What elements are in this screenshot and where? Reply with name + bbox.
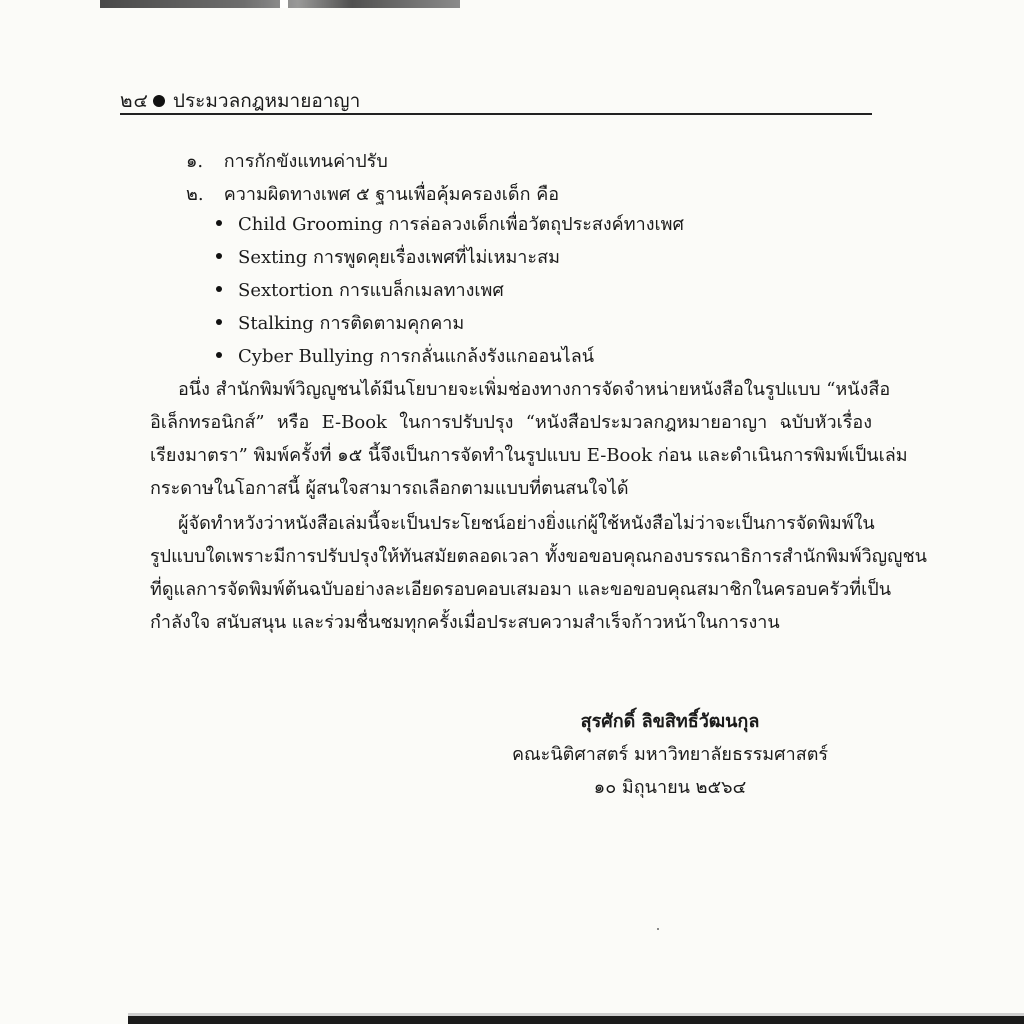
scan-edge-top <box>100 0 460 8</box>
item-text: ความผิดทางเพศ ๕ ฐานเพื่อคุ้มครองเด็ก คือ <box>223 184 560 205</box>
paragraph-line: เรียงมาตรา” พิมพ์ครั้งที่ ๑๕ นี้จึงเป็นการจัดทำในรูปแบบ E-Book ก่อน และดำเนินการพิมพ์เป็นเล่ม <box>150 445 908 466</box>
bullet-text: Sexting การพูดคุยเรื่องเพศที่ไม่เหมาะสม <box>238 247 560 268</box>
bullet-text: Child Grooming การล่อลวงเด็กเพื่อวัตถุประสงค์ทางเพศ <box>238 214 684 235</box>
bullet-item <box>216 246 560 270</box>
numbered-item <box>186 183 559 207</box>
bullet-icon <box>216 286 222 292</box>
bullet-item <box>216 213 684 237</box>
page-number: ๒๔ <box>120 90 149 112</box>
paragraph-line: อนึ่ง สำนักพิมพ์วิญญูชนได้มีนโยบายจะเพิ่มช่องทางการจัดจำหน่ายหนังสือในรูปแบบ “หนังสือ <box>178 379 891 400</box>
bullet-icon <box>216 352 222 358</box>
paragraph-line: รูปแบบใดเพราะมีการปรับปรุงให้ทันสมัยตลอดเวลา ทั้งขอขอบคุณกองบรรณาธิการสำนักพิมพ์วิญญูชน <box>150 546 927 567</box>
item-text: การกักขังแทนค่าปรับ <box>223 151 388 172</box>
author-name: สุรศักดิ์ ลิขสิทธิ์วัฒนกุล <box>580 711 760 732</box>
bullet-item <box>216 312 464 336</box>
paragraph-line: กำลังใจ สนับสนุน และร่วมชื่นชมทุกครั้งเมื่อประสบความสำเร็จก้าวหน้าในการงาน <box>150 612 780 633</box>
paragraph-line: กระดาษในโอกาสนี้ ผู้สนใจสามารถเลือกตามแบบที่ตนสนใจได้ <box>150 478 629 499</box>
running-header <box>120 88 872 114</box>
paragraph-line: อิเล็กทรอนิกส์” หรือ E-Book ในการปรับปรุง “หนังสือประมวลกฎหมายอาญา ฉบับหัวเรื่อง <box>150 412 872 433</box>
bullet-dot-icon <box>153 95 165 107</box>
scan-speck <box>657 928 659 930</box>
signature-date: ๑๐ มิถุนายน ๒๕๖๔ <box>593 777 747 798</box>
paragraph-line: ผู้จัดทำหวังว่าหนังสือเล่มนี้จะเป็นประโยชน์อย่างยิ่งแก่ผู้ใช้หนังสือไม่ว่าจะเป็นการจัดพิมพ์ใน <box>178 513 875 534</box>
author-affiliation: คณะนิติศาสตร์ มหาวิทยาลัยธรรมศาสตร์ <box>511 744 829 765</box>
bullet-item <box>216 279 504 303</box>
header-rule <box>120 113 872 115</box>
bullet-text: Stalking การติดตามคุกคาม <box>238 313 465 334</box>
bullet-text: Sextortion การแบล็กเมลทางเพศ <box>238 280 504 301</box>
scan-edge-bottom <box>128 1016 1024 1024</box>
bullet-icon <box>216 319 222 325</box>
numbered-item <box>186 150 388 174</box>
item-number: ๒. <box>186 184 204 205</box>
paragraph-line: ที่ดูแลการจัดพิมพ์ต้นฉบับอย่างละเอียดรอบคอบเสมอมา และขอขอบคุณสมาชิกในครอบครัวที่เป็น <box>150 579 892 600</box>
bullet-text: Cyber Bullying การกลั่นแกล้งรังแกออนไลน์ <box>238 346 595 367</box>
item-number: ๑. <box>186 151 204 172</box>
running-title: ประมวลกฎหมายอาญา <box>172 90 361 112</box>
bullet-icon <box>216 253 222 259</box>
bullet-item <box>216 345 594 369</box>
bullet-icon <box>216 220 222 226</box>
